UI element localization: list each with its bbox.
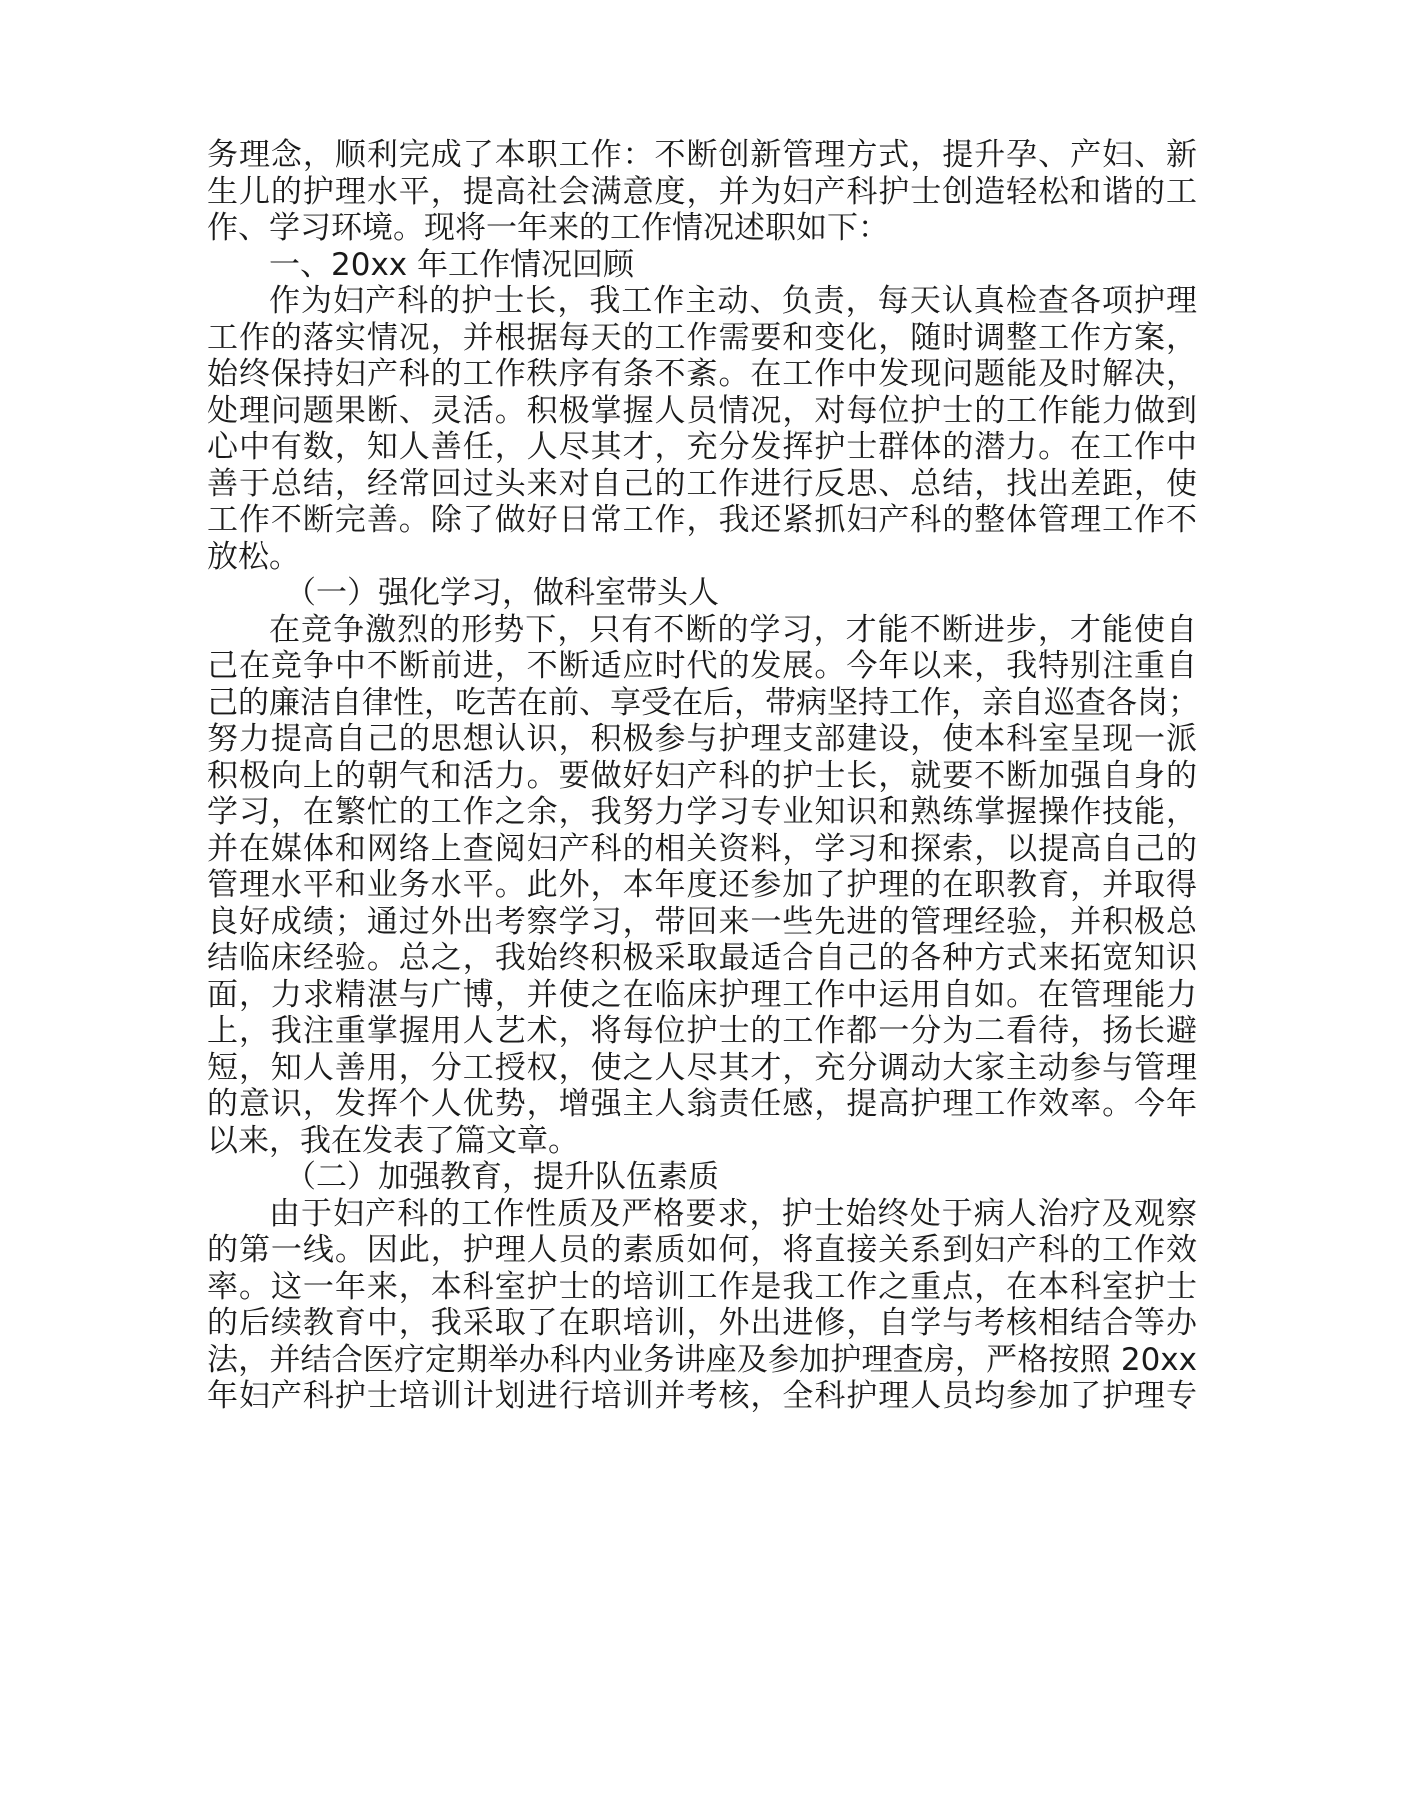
text-line: 的意识，发挥个人优势，增强主人翁责任感，提高护理工作效率。今年 [207,1086,1197,1122]
text-line: 年妇产科护士培训计划进行培训并考核，全科护理人员均参加了护理专 [207,1378,1197,1414]
paragraph-first-line: 由于妇产科的工作性质及严格要求，护士始终处于病人治疗及观察 [269,1195,1197,1232]
text-line: 心中有数，知人善任，人尽其才，充分发挥护士群体的潜力。在工作中 [207,429,1197,465]
text-line: 良好成绩；通过外出考察学习，带回来一些先进的管理经验，并积极总 [207,903,1197,940]
text-line: 短，知人善用，分工授权，使之人尽其才，充分调动大家主动参与管理 [207,1049,1197,1086]
text-line: 法，并结合医疗定期举办科内业务讲座及参加护理查房，严格按照 20xx [207,1341,1197,1378]
text-line: 工作不断完善。除了做好日常工作，我还紧抓妇产科的整体管理工作不 [207,502,1197,538]
subsection-heading: （二）加强教育，提升队伍素质 [285,1159,719,1195]
text-line: 始终保持妇产科的工作秩序有条不紊。在工作中发现问题能及时解决， [207,356,1197,392]
text-line: 面，力求精湛与广博，并使之在临床护理工作中运用自如。在管理能力 [207,976,1197,1013]
text-line: 处理问题果断、灵活。积极掌握人员情况，对每位护士的工作能力做到 [207,392,1197,429]
text-line: 努力提高自己的思想认识，积极参与护理支部建设，使本科室呈现一派 [207,721,1197,757]
paragraph-first-line: 在竞争激烈的形势下，只有不断的学习，才能不断进步，才能使自 [269,611,1197,648]
text-line: 结临床经验。总之，我始终积极采取最适合自己的各种方式来拓宽知识 [207,940,1197,976]
text-line: 率。这一年来，本科室护士的培训工作是我工作之重点，在本科室护士 [207,1268,1197,1305]
text-line: 以来，我在发表了篇文章。 [207,1122,579,1159]
text-line: 生儿的护理水平，提高社会满意度，并为妇产科护士创造轻松和谐的工 [207,173,1197,210]
text-line: 工作的落实情况，并根据每天的工作需要和变化，随时调整工作方案， [207,319,1197,356]
text-line: 放松。 [207,538,300,575]
text-line: 的后续教育中，我采取了在职培训，外出进修，自学与考核相结合等办 [207,1305,1197,1341]
text-line: 上，我注重掌握用人艺术，将每位护士的工作都一分为二看待，扬长避 [207,1013,1197,1049]
subsection-heading: （一）强化学习，做科室带头人 [285,575,719,611]
text-line: 务理念，顺利完成了本职工作：不断创新管理方式，提升孕、产妇、新 [207,137,1197,173]
text-line: 并在媒体和网络上查阅妇产科的相关资料，学习和探索，以提高自己的 [207,830,1197,867]
paragraph-first-line: 作为妇产科的护士长，我工作主动、负责，每天认真检查各项护理 [269,283,1197,319]
text-line: 管理水平和业务水平。此外，本年度还参加了护理的在职教育，并取得 [207,867,1197,903]
text-line: 己在竞争中不断前进，不断适应时代的发展。今年以来，我特别注重自 [207,648,1197,684]
document-page [207,137,1197,1415]
text-line: 的第一线。因此，护理人员的素质如何，将直接关系到妇产科的工作效 [207,1232,1197,1268]
text-line: 积极向上的朝气和活力。要做好妇产科的护士长，就要不断加强自身的 [207,757,1197,794]
text-line: 作、学习环境。现将一年来的工作情况述职如下： [207,210,889,246]
section-heading: 一、20xx 年工作情况回顾 [269,246,634,283]
text-line: 己的廉洁自律性，吃苦在前、享受在后，带病坚持工作，亲自巡查各岗； [207,684,1199,721]
text-line: 学习，在繁忙的工作之余，我努力学习专业知识和熟练掌握操作技能， [207,794,1197,830]
text-line: 善于总结，经常回过头来对自己的工作进行反思、总结，找出差距，使 [207,465,1197,502]
